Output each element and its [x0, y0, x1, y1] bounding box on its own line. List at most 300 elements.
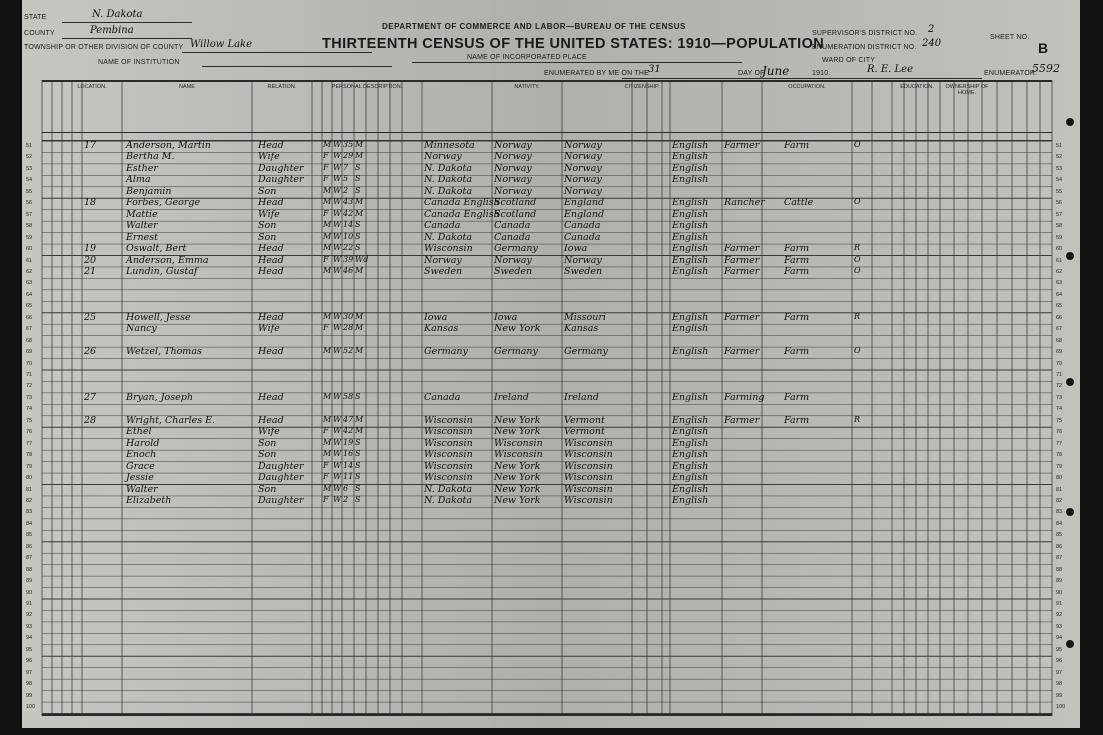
entry-relation: Son	[258, 437, 277, 449]
enumerated-label: ENUMERATED BY ME ON THE	[544, 70, 649, 77]
entry-name: Grace	[126, 460, 155, 472]
entry-relation: Head	[258, 254, 284, 266]
line-number-right: 76	[1056, 429, 1063, 436]
entry-race: W	[333, 231, 342, 241]
line-number-right: 65	[1056, 303, 1063, 310]
census-sheet	[22, 0, 1080, 728]
entry-race: W	[333, 243, 342, 253]
entry-mother: England	[564, 197, 605, 209]
entry-birthplace: Wisconsin	[424, 460, 473, 472]
line-number-right: 96	[1056, 658, 1063, 665]
entry-marital: Wd	[355, 254, 369, 264]
line-number-right: 53	[1056, 165, 1063, 172]
entry-name: Ernest	[126, 231, 158, 243]
entry-language: English	[672, 483, 709, 495]
line-number-left: 79	[26, 463, 33, 470]
line-number-left: 84	[26, 520, 33, 527]
entry-industry: Farm	[784, 391, 810, 403]
entry-father: New York	[494, 414, 541, 426]
entry-dwelling: 21	[84, 265, 97, 277]
entry-marital: M	[355, 197, 364, 207]
entry-language: English	[672, 472, 709, 484]
entry-trade: Farmer	[724, 346, 760, 358]
entry-language: English	[672, 243, 709, 255]
line-number-left: 59	[26, 234, 33, 241]
entry-language: English	[672, 346, 709, 358]
entry-age: 47	[343, 414, 354, 424]
line-number-right: 98	[1056, 681, 1063, 688]
entry-marital: S	[355, 437, 361, 447]
entry-age: 58	[343, 391, 354, 401]
entry-relation: Head	[258, 265, 284, 277]
entry-marital: S	[355, 231, 361, 241]
line-number-left: 58	[26, 223, 33, 230]
entry-relation: Daughter	[258, 162, 304, 174]
supervisor-label: SUPERVISOR'S DISTRICT NO.	[812, 30, 918, 37]
entry-dwelling: 25	[84, 311, 97, 323]
entry-sex: M	[323, 414, 332, 424]
entry-mother: Iowa	[564, 243, 588, 255]
entry-relation: Son	[258, 231, 277, 243]
entry-race: W	[333, 426, 342, 436]
entry-language: English	[672, 140, 709, 151]
line-number-left: 98	[26, 681, 33, 688]
entry-industry: Farm	[784, 140, 810, 151]
entry-status: O	[854, 346, 861, 356]
entry-marital: S	[355, 185, 361, 195]
entry-birthplace: Iowa	[424, 311, 448, 323]
enumerator-name: R. E. Lee	[867, 64, 914, 75]
entry-age: 46	[343, 265, 354, 275]
entry-mother: Ireland	[564, 391, 599, 403]
entry-age: 10	[343, 231, 354, 241]
entry-sex: M	[323, 311, 332, 321]
entry-language: English	[672, 162, 709, 174]
entry-relation: Daughter	[258, 494, 304, 506]
entry-age: 14	[343, 220, 354, 230]
entry-sex: M	[323, 265, 332, 275]
line-number-left: 62	[26, 268, 33, 275]
entry-mother: Wisconsin	[564, 437, 613, 449]
entry-mother: Norway	[564, 162, 602, 174]
entry-language: English	[672, 151, 709, 163]
relation-header: RELATION.	[267, 84, 297, 90]
line-number-right: 59	[1056, 234, 1063, 241]
line-number-left: 87	[26, 555, 33, 562]
entry-relation: Son	[258, 185, 277, 197]
entry-sex: F	[323, 254, 329, 264]
line-number-left: 78	[26, 452, 33, 459]
entry-birthplace: N. Dakota	[424, 174, 472, 186]
entry-language: English	[672, 254, 709, 266]
entry-sex: F	[323, 208, 329, 218]
entry-birthplace: N. Dakota	[424, 494, 472, 506]
line-number-left: 86	[26, 543, 33, 550]
entry-name: Alma	[126, 174, 151, 186]
entry-relation: Wife	[258, 208, 280, 220]
personal-description-header: PERSONAL DESCRIPTION.	[331, 84, 403, 90]
line-number-left: 93	[26, 623, 33, 630]
entry-age: 39	[343, 254, 354, 264]
line-number-right: 93	[1056, 623, 1063, 630]
entry-father: Norway	[494, 185, 532, 197]
entry-mother: Wisconsin	[564, 472, 613, 484]
line-number-left: 56	[26, 200, 33, 207]
entry-race: W	[333, 220, 342, 230]
entry-father: Germany	[494, 346, 538, 358]
line-number-left: 75	[26, 417, 33, 424]
entry-age: 6	[343, 483, 349, 493]
entry-trade: Farmer	[724, 414, 760, 426]
entry-age: 30	[343, 311, 354, 321]
line-number-left: 94	[26, 635, 33, 642]
enumerator-label: ENUMERATOR.	[984, 70, 1038, 77]
line-number-right: 86	[1056, 543, 1063, 550]
line-number-left: 89	[26, 578, 33, 585]
entry-mother: Wisconsin	[564, 449, 613, 461]
entry-race: W	[333, 140, 342, 149]
township-label: TOWNSHIP OR OTHER DIVISION OF COUNTY	[24, 44, 184, 51]
entry-birthplace: Wisconsin	[424, 437, 473, 449]
line-number-left: 70	[26, 360, 33, 367]
line-number-right: 64	[1056, 291, 1063, 298]
entry-father: Scotland	[494, 208, 537, 220]
entry-status: R	[854, 243, 861, 253]
entry-marital: S	[355, 220, 361, 230]
entry-mother: England	[564, 208, 605, 220]
incorporated-place-label: NAME OF INCORPORATED PLACE	[467, 54, 587, 61]
entry-trade: Farmer	[724, 265, 760, 277]
line-number-right: 83	[1056, 509, 1063, 516]
entry-dwelling: 28	[84, 414, 97, 426]
entry-age: 22	[343, 243, 354, 253]
entry-sex: M	[323, 483, 332, 493]
line-number-right: 97	[1056, 669, 1063, 676]
entry-marital: S	[355, 483, 361, 493]
line-number-left: 92	[26, 612, 33, 619]
line-number-right: 67	[1056, 326, 1063, 333]
entry-father: New York	[494, 460, 541, 472]
entry-status: O	[854, 197, 861, 207]
entry-birthplace: N. Dakota	[424, 231, 472, 243]
line-number-right: 72	[1056, 383, 1063, 390]
citizenship-header: CITIZENSHIP.	[624, 84, 660, 90]
entry-trade: Farming	[724, 391, 765, 403]
entry-name: Nancy	[126, 323, 157, 335]
entry-name: Lundin, Gustaf	[126, 265, 198, 277]
entry-sex: F	[323, 323, 329, 333]
entry-marital: M	[355, 140, 364, 149]
entry-sex: M	[323, 437, 332, 447]
entry-marital: M	[355, 208, 364, 218]
entry-birthplace: N. Dakota	[424, 185, 472, 197]
entry-sex: F	[323, 494, 329, 504]
nativity-header: NATIVITY.	[514, 84, 540, 90]
entry-sex: M	[323, 197, 332, 207]
line-number-left: 90	[26, 589, 33, 596]
line-number-right: 92	[1056, 612, 1063, 619]
entry-name: Wright, Charles E.	[126, 414, 216, 426]
entry-age: 29	[343, 151, 354, 161]
entry-birthplace: Wisconsin	[424, 243, 473, 255]
department-heading: DEPARTMENT OF COMMERCE AND LABOR—BUREAU OF THE CENSUS	[382, 22, 686, 31]
entry-name: Elizabeth	[126, 494, 172, 506]
entry-status: O	[854, 254, 861, 264]
entry-age: 42	[343, 208, 354, 218]
line-number-right: 57	[1056, 211, 1063, 218]
entry-race: W	[333, 346, 342, 356]
entry-marital: M	[355, 311, 364, 321]
line-number-left: 54	[26, 177, 33, 184]
line-number-right: 69	[1056, 349, 1063, 356]
entry-marital: S	[355, 449, 361, 459]
state-label: STATE	[24, 14, 47, 21]
line-number-left: 52	[26, 154, 33, 161]
entry-mother: Wisconsin	[564, 483, 613, 495]
line-number-left: 100	[26, 704, 36, 711]
line-number-right: 61	[1056, 257, 1063, 264]
entry-trade: Farmer	[724, 140, 760, 151]
entry-race: W	[333, 265, 342, 275]
line-number-right: 60	[1056, 246, 1063, 253]
township-value: Willow Lake	[190, 39, 253, 50]
line-number-right: 54	[1056, 177, 1063, 184]
entry-father: New York	[494, 472, 541, 484]
entry-language: English	[672, 208, 709, 220]
entry-birthplace: Canada	[424, 220, 461, 232]
entry-sex: F	[323, 174, 329, 184]
line-number-right: 73	[1056, 394, 1063, 401]
entry-industry: Farm	[784, 311, 810, 323]
entry-relation: Head	[258, 243, 284, 255]
entry-mother: Missouri	[564, 311, 606, 323]
entry-relation: Daughter	[258, 460, 304, 472]
entry-birthplace: Canada English	[424, 208, 500, 220]
enumeration-value: 240	[922, 38, 942, 49]
entry-relation: Head	[258, 140, 284, 151]
line-number-right: 77	[1056, 440, 1063, 447]
entry-language: English	[672, 231, 709, 243]
entry-birthplace: Kansas	[424, 323, 459, 335]
entry-language: English	[672, 220, 709, 232]
entry-marital: M	[355, 151, 364, 161]
county-value: Pembina	[90, 25, 134, 36]
line-number-right: 94	[1056, 635, 1063, 642]
occupation-header: OCCUPATION.	[788, 84, 826, 90]
enumeration-label: ENUMERATION DISTRICT NO.	[812, 44, 917, 51]
entry-father: Iowa	[494, 311, 518, 323]
entry-language: English	[672, 265, 709, 277]
line-number-left: 83	[26, 509, 33, 516]
entry-relation: Head	[258, 414, 284, 426]
line-number-right: 81	[1056, 486, 1063, 493]
entries-layer	[22, 0, 1080, 728]
entry-status: R	[854, 414, 861, 424]
line-number-left: 88	[26, 566, 33, 573]
line-number-left: 51	[26, 143, 33, 149]
entry-race: W	[333, 494, 342, 504]
entry-name: Anderson, Martin	[126, 140, 211, 151]
line-number-left: 81	[26, 486, 33, 493]
entry-name: Enoch	[126, 449, 157, 461]
line-number-right: 71	[1056, 372, 1063, 378]
enumerated-day-value: 31	[648, 64, 661, 75]
line-number-left: 67	[26, 326, 33, 333]
entry-mother: Norway	[564, 174, 602, 186]
entry-marital: S	[355, 494, 361, 504]
entry-race: W	[333, 472, 342, 482]
entry-mother: Wisconsin	[564, 460, 613, 472]
line-number-left: 73	[26, 394, 33, 401]
entry-birthplace: Canada English	[424, 197, 500, 209]
entry-relation: Son	[258, 449, 277, 461]
entry-race: W	[333, 311, 342, 321]
entry-language: English	[672, 311, 709, 323]
line-number-left: 66	[26, 314, 33, 321]
entry-father: Norway	[494, 151, 532, 163]
line-number-right: 52	[1056, 154, 1063, 161]
entry-father: Wisconsin	[494, 449, 543, 461]
entry-race: W	[333, 151, 342, 161]
line-number-left: 76	[26, 429, 33, 436]
entry-mother: Norway	[564, 185, 602, 197]
entry-relation: Head	[258, 311, 284, 323]
entry-marital: M	[355, 414, 364, 424]
day-of-label: DAY OF	[738, 70, 765, 77]
entry-father: Sweden	[494, 265, 533, 277]
entry-marital: S	[355, 162, 361, 172]
entry-race: W	[333, 460, 342, 470]
entry-race: W	[333, 197, 342, 207]
entry-sex: M	[323, 346, 332, 356]
line-number-right: 68	[1056, 337, 1063, 344]
line-number-left: 91	[26, 601, 33, 607]
line-number-left: 65	[26, 303, 33, 310]
entry-sex: F	[323, 460, 329, 470]
entry-sex: M	[323, 185, 332, 195]
entry-age: 52	[343, 346, 354, 356]
line-number-left: 95	[26, 646, 33, 653]
line-number-right: 70	[1056, 360, 1063, 367]
education-header: EDUCATION.	[900, 84, 934, 90]
entry-language: English	[672, 426, 709, 438]
entry-sex: F	[323, 426, 329, 436]
line-number-right: 62	[1056, 268, 1063, 275]
institution-label: NAME OF INSTITUTION	[98, 59, 180, 66]
entry-name: Bryan, Joseph	[126, 391, 193, 403]
census-title: THIRTEENTH CENSUS OF THE UNITED STATES: 1910—POPULATION	[322, 36, 825, 52]
state-value: N. Dakota	[92, 9, 143, 20]
entry-father: Canada	[494, 231, 531, 243]
line-number-left: 82	[26, 497, 33, 504]
line-number-right: 85	[1056, 532, 1063, 539]
line-number-right: 99	[1056, 692, 1063, 699]
enumerated-month-value: June	[762, 64, 790, 78]
entry-race: W	[333, 254, 342, 264]
entry-race: W	[333, 391, 342, 401]
entry-sex: M	[323, 140, 332, 149]
entry-mother: Vermont	[564, 414, 605, 426]
line-number-right: 66	[1056, 314, 1063, 321]
entry-race: W	[333, 208, 342, 218]
entry-father: New York	[494, 494, 541, 506]
entry-status: R	[854, 311, 861, 321]
entry-marital: S	[355, 391, 361, 401]
entry-race: W	[333, 483, 342, 493]
name-header: NAME	[179, 84, 195, 90]
line-number-left: 72	[26, 383, 33, 390]
sheet-label: SHEET NO.	[990, 34, 1030, 41]
entry-trade: Rancher	[724, 197, 765, 209]
line-number-right: 89	[1056, 578, 1063, 585]
stamp-number: 5592	[1032, 62, 1060, 75]
entry-race: W	[333, 323, 342, 333]
line-number-right: 91	[1056, 601, 1063, 607]
entry-trade: Farmer	[724, 254, 760, 266]
entry-dwelling: 17	[84, 140, 97, 151]
line-number-left: 96	[26, 658, 33, 665]
line-number-left: 97	[26, 669, 33, 676]
entry-father: New York	[494, 483, 541, 495]
line-number-left: 99	[26, 692, 33, 699]
entry-age: 16	[343, 449, 354, 459]
entry-marital: M	[355, 426, 364, 436]
binder-hole	[1066, 378, 1074, 386]
entry-mother: Wisconsin	[564, 494, 613, 506]
binder-hole	[1066, 252, 1074, 260]
entry-language: English	[672, 414, 709, 426]
entry-name: Esther	[126, 162, 158, 174]
entry-birthplace: Norway	[424, 151, 462, 163]
entry-relation: Wife	[258, 151, 280, 163]
entry-age: 19	[343, 437, 354, 447]
entry-language: English	[672, 391, 709, 403]
binder-hole	[1066, 640, 1074, 648]
entry-age: 7	[343, 162, 349, 172]
line-number-left: 57	[26, 211, 33, 218]
entry-father: Norway	[494, 174, 532, 186]
entry-sex: F	[323, 472, 329, 482]
entry-language: English	[672, 449, 709, 461]
entry-dwelling: 18	[84, 197, 97, 209]
entry-mother: Canada	[564, 220, 601, 232]
line-number-left: 80	[26, 475, 33, 482]
entry-father: Norway	[494, 140, 532, 151]
entry-language: English	[672, 323, 709, 335]
entry-birthplace: Sweden	[424, 265, 463, 277]
line-number-right: 56	[1056, 200, 1063, 207]
entry-name: Howell, Jesse	[126, 311, 191, 323]
entry-birthplace: Wisconsin	[424, 426, 473, 438]
entry-dwelling: 19	[84, 243, 97, 255]
entry-language: English	[672, 494, 709, 506]
line-number-left: 77	[26, 440, 33, 447]
entry-father: New York	[494, 323, 541, 335]
entry-father: Norway	[494, 254, 532, 266]
entry-sex: M	[323, 231, 332, 241]
ownership-header: OWNERSHIP OF HOME.	[945, 84, 989, 96]
entry-marital: M	[355, 265, 364, 275]
entry-trade: Farmer	[724, 311, 760, 323]
entry-relation: Head	[258, 346, 284, 358]
entry-name: Walter	[126, 483, 158, 495]
entry-race: W	[333, 162, 342, 172]
entry-age: 2	[343, 494, 349, 504]
entry-relation: Daughter	[258, 174, 304, 186]
entry-age: 42	[343, 426, 354, 436]
line-number-right: 63	[1056, 280, 1063, 287]
entry-father: Wisconsin	[494, 437, 543, 449]
